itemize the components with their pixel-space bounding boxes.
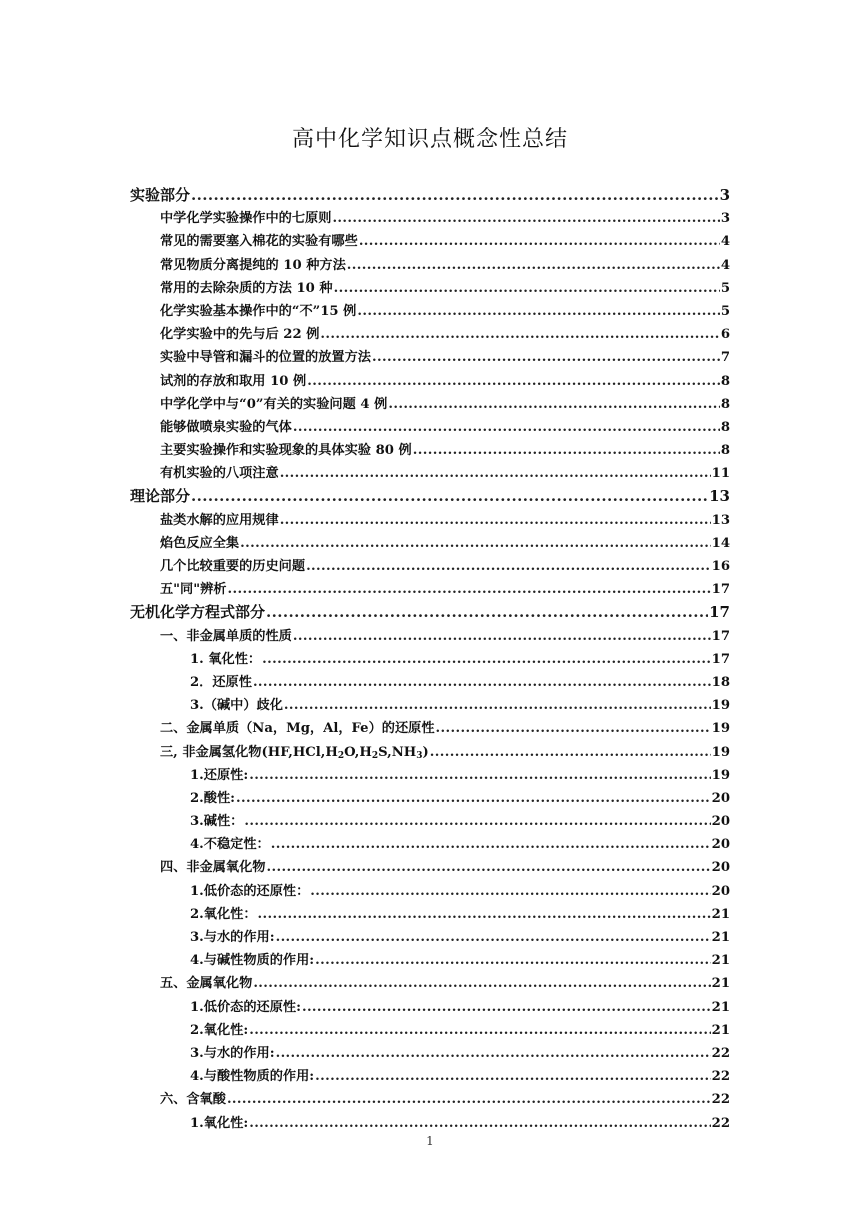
toc-entry-title: 二、金属单质（Na，Mg，Al，Fe）的还原性: [160, 721, 435, 737]
dot-leader: [271, 833, 711, 856]
toc-entry[interactable]: [130, 764, 730, 787]
toc-entry-page: 22: [711, 1069, 730, 1085]
toc-entry-page: 6: [720, 327, 730, 343]
dot-leader: [191, 485, 708, 508]
toc-entry-page: 21: [711, 953, 730, 969]
toc-entry[interactable]: [130, 625, 730, 648]
dot-leader: [258, 903, 711, 926]
toc-entry-title: 四、非金属氧化物: [160, 860, 266, 876]
toc-entry-title: 能够做喷泉实验的气体: [160, 419, 292, 435]
toc-entry[interactable]: [130, 346, 730, 369]
toc-entry-title: 试剂的存放和取用 10 例: [160, 373, 307, 389]
toc-entry[interactable]: [130, 1065, 730, 1088]
toc-entry-title: 化学实验基本操作中的“不”15 例: [160, 303, 357, 319]
toc-entry-page: 20: [711, 837, 730, 853]
toc-entry-title: 理论部分: [130, 487, 191, 506]
toc-entry-page: 20: [711, 814, 730, 830]
toc-entry-title: 三, 非金属氢化物$(HF,HCl,H_2O,H_2S,NH_3)$: [160, 744, 429, 761]
toc-entry-page: 21: [711, 999, 730, 1015]
dot-leader: [315, 1065, 711, 1088]
toc-entry[interactable]: [130, 555, 730, 578]
dot-leader: [253, 972, 710, 995]
toc-entry[interactable]: [130, 1088, 730, 1111]
toc-entry[interactable]: [130, 648, 730, 671]
toc-entry[interactable]: [130, 1042, 730, 1065]
toc-entry-title: 五"同"辨析: [160, 582, 227, 598]
toc-entry-title: 1. 氧化性：: [190, 651, 262, 667]
toc-entry[interactable]: [130, 207, 730, 230]
dot-leader: [293, 416, 720, 439]
toc-entry-page: 22: [711, 1092, 730, 1108]
dot-leader: [293, 625, 711, 648]
dot-leader: [227, 1088, 711, 1111]
toc-entry-title: 1.氧化性:: [190, 1115, 249, 1131]
toc-entry[interactable]: [130, 393, 730, 416]
toc-entry-title: 有机实验的八项注意: [160, 466, 279, 482]
toc-entry-title: 2.酸性:: [190, 790, 236, 806]
toc-entry-page: 8: [720, 443, 730, 459]
toc-entry[interactable]: [130, 833, 730, 856]
toc-entry-page: 22: [711, 1115, 730, 1131]
dot-leader: [372, 346, 720, 369]
toc-entry-title: 盐类水解的应用规律: [160, 512, 279, 528]
toc-entry-page: 21: [711, 1022, 730, 1038]
toc-entry-page: 17: [711, 628, 730, 644]
toc-entry-page: 22: [711, 1045, 730, 1061]
toc-entry-title: 2.氧化性：: [190, 906, 257, 922]
toc-entry-title: 3.与水的作用:: [190, 1045, 275, 1061]
dot-leader: [320, 323, 719, 346]
toc-entry-title: 化学实验中的先与后 22 例: [160, 327, 320, 343]
toc-entry-title: 实验中导管和漏斗的位置的放置方法: [160, 350, 371, 366]
dot-leader: [430, 741, 711, 764]
toc-entry-page: 5: [720, 303, 730, 319]
toc-entry-title: 4.不稳定性：: [190, 837, 270, 853]
toc-entry-page: 13: [711, 512, 730, 528]
toc-entry-page: 19: [711, 721, 730, 737]
dot-leader: [436, 717, 711, 740]
toc-entry-title: 常见的需要塞入棉花的实验有哪些: [160, 234, 358, 250]
toc-entry-page: 11: [711, 466, 730, 482]
toc-entry-title: 无机化学方程式部分: [130, 603, 266, 622]
dot-leader: [276, 1042, 711, 1065]
dot-leader: [228, 578, 711, 601]
toc-entry-page: 14: [711, 535, 730, 551]
table-of-contents: [130, 184, 730, 1135]
toc-entry[interactable]: [130, 370, 730, 393]
dot-leader: [267, 856, 711, 879]
dot-leader: [249, 764, 710, 787]
toc-entry-page: 4: [720, 234, 730, 250]
dot-leader: [388, 393, 719, 416]
toc-entry-title: 4.与碱性物质的作用:: [190, 953, 315, 969]
toc-entry[interactable]: [130, 485, 730, 508]
dot-leader: [334, 277, 720, 300]
toc-entry[interactable]: [130, 787, 730, 810]
toc-entry-title: 中学化学实验操作中的七原则: [160, 211, 332, 227]
toc-entry[interactable]: [130, 671, 730, 694]
toc-entry-page: 20: [711, 860, 730, 876]
dot-leader: [262, 648, 711, 671]
dot-leader: [191, 184, 719, 207]
dot-leader: [284, 694, 711, 717]
page-number: 1: [426, 1134, 434, 1148]
toc-entry[interactable]: [130, 1019, 730, 1042]
toc-entry-title: 中学化学中与“0”有关的实验问题 4 例: [160, 396, 388, 412]
toc-entry-title: 几个比较重要的历史问题: [160, 559, 306, 574]
dot-leader: [266, 601, 708, 624]
toc-entry-page: 7: [720, 350, 730, 366]
toc-entry-page: 5: [720, 280, 730, 296]
toc-entry-title: 实验部分: [130, 186, 191, 204]
dot-leader: [310, 880, 710, 903]
toc-entry-page: 4: [720, 257, 730, 273]
toc-entry[interactable]: [130, 903, 730, 926]
dot-leader: [253, 671, 711, 694]
toc-entry[interactable]: [130, 439, 730, 462]
toc-entry-page: 21: [711, 906, 730, 922]
toc-entry-page: 21: [711, 976, 730, 992]
dot-leader: [249, 1019, 710, 1042]
toc-entry-page: 17: [711, 582, 730, 598]
toc-entry-title: 4.与酸性物质的作用:: [190, 1069, 315, 1085]
dot-leader: [276, 926, 711, 949]
toc-entry-title: 3.（碱中）歧化: [190, 698, 283, 714]
toc-entry[interactable]: [130, 254, 730, 277]
dot-leader: [359, 230, 720, 253]
toc-entry-page: 13: [709, 487, 730, 506]
toc-entry-page: 8: [720, 373, 730, 389]
toc-entry-title: 五、金属氧化物: [160, 976, 253, 992]
dot-leader: [280, 462, 711, 485]
dot-leader: [240, 532, 711, 555]
document-title: 高中化学知识点概念性总结: [291, 127, 568, 152]
toc-entry-title: 主要实验操作和实验现象的具体实验 80 例: [160, 443, 412, 459]
toc-entry[interactable]: [130, 578, 730, 601]
toc-entry[interactable]: [130, 741, 730, 764]
dot-leader: [347, 254, 720, 277]
toc-entry-page: 8: [720, 396, 730, 412]
toc-entry[interactable]: [130, 462, 730, 485]
dot-leader: [244, 810, 710, 833]
toc-entry-page: 21: [711, 930, 730, 945]
dot-leader: [315, 949, 711, 972]
toc-entry-page: 3: [720, 211, 730, 227]
toc-entry-title: 2．还原性: [190, 674, 252, 690]
toc-entry[interactable]: [130, 184, 730, 207]
toc-entry-title: 焰色反应全集: [160, 535, 240, 551]
dot-leader: [307, 370, 720, 393]
dot-leader: [332, 207, 719, 230]
toc-entry-page: 20: [711, 883, 730, 899]
toc-entry-title: 常见物质分离提纯的 10 种方法: [160, 257, 346, 273]
toc-entry[interactable]: [130, 996, 730, 1019]
toc-entry[interactable]: [130, 856, 730, 879]
toc-entry-page: 20: [711, 790, 730, 806]
toc-entry-title: 一、非金属单质的性质: [160, 628, 292, 644]
dot-leader: [249, 1112, 710, 1135]
toc-entry[interactable]: [130, 509, 730, 532]
dot-leader: [302, 996, 711, 1019]
toc-entry[interactable]: [130, 277, 730, 300]
dot-leader: [236, 787, 711, 810]
toc-entry[interactable]: [130, 601, 730, 624]
toc-entry-title: 1.低价态的还原性:: [190, 999, 301, 1015]
toc-entry-page: 3: [719, 186, 730, 204]
dot-leader: [280, 509, 711, 532]
toc-entry[interactable]: [130, 532, 730, 555]
toc-entry-page: 19: [711, 767, 730, 783]
dot-leader: [306, 555, 711, 578]
toc-entry-page: 17: [709, 603, 730, 622]
toc-entry[interactable]: [130, 416, 730, 439]
toc-entry[interactable]: [130, 949, 730, 972]
toc-entry[interactable]: [130, 230, 730, 253]
toc-entry[interactable]: [130, 810, 730, 833]
toc-entry[interactable]: [130, 300, 730, 323]
dot-leader: [357, 300, 719, 323]
toc-entry-title: 1.低价态的还原性：: [190, 883, 310, 899]
toc-entry-page: 17: [711, 651, 730, 667]
toc-entry[interactable]: [130, 926, 730, 949]
toc-entry-title: 2.氧化性:: [190, 1022, 249, 1038]
toc-entry[interactable]: [130, 717, 730, 740]
toc-entry-page: 16: [711, 559, 730, 574]
dot-leader: [413, 439, 720, 462]
toc-entry[interactable]: [130, 880, 730, 903]
toc-entry[interactable]: [130, 1112, 730, 1135]
toc-entry-page: 8: [720, 419, 730, 435]
toc-entry-page: 18: [711, 674, 730, 690]
toc-entry[interactable]: [130, 323, 730, 346]
toc-entry[interactable]: [130, 694, 730, 717]
toc-entry-title: 3.与水的作用:: [190, 930, 275, 945]
toc-entry-page: 19: [711, 698, 730, 714]
toc-entry-title: 六、含氧酸: [160, 1092, 226, 1108]
toc-entry-page: 19: [711, 744, 730, 760]
toc-entry-title: 3.碱性：: [190, 814, 244, 830]
toc-entry-title: 1.还原性:: [190, 767, 249, 783]
toc-entry[interactable]: [130, 972, 730, 995]
toc-entry-title: 常用的去除杂质的方法 10 种: [160, 280, 333, 296]
